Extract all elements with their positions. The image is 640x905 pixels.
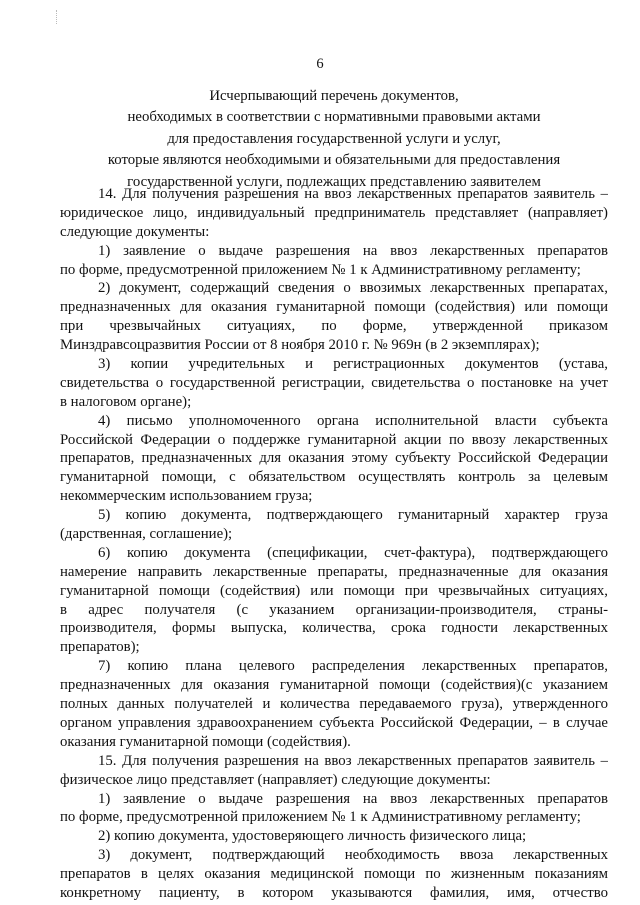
body-text-line: препаратов, предназначенных для оказания этому субъекту Российской Федерации xyxy=(60,450,608,467)
body-text-line: конкретному пациенту, в котором указываются фамилия, имя, отчество xyxy=(60,884,608,901)
body-text-line: 2) копию документа, удостоверяющего личность физического лица; xyxy=(98,828,527,845)
body-text-line: гуманитарной помощи (содействия) или помощи при чрезвычайных ситуациях, xyxy=(60,582,608,599)
body-text-line: в адрес получателя (с указанием организации-производителя, страны- xyxy=(60,601,608,618)
body-text-line: юридическое лицо, индивидуальный предприниматель представляет (направляет) xyxy=(60,204,608,221)
body-text-line: следующие документы: xyxy=(60,223,210,240)
body-text-line: 5) копию документа, подтверждающего гуманитарный характер груза xyxy=(98,507,608,524)
body-text-line: в налоговом органе); xyxy=(60,393,192,410)
body-text-line: гуманитарной помощи, с обязательством осуществлять контроль за целевым xyxy=(60,469,608,486)
body-text-line: органом управления здравоохранением субъекта Российской Федерации, – в случае xyxy=(60,714,608,731)
body-text-line: Минздравсоцразвития России от 8 ноября 2010 г. № 969н (в 2 экземплярах); xyxy=(60,337,540,354)
body-text-line: при чрезвычайных ситуациях, по форме, утвержденной приказом xyxy=(60,318,608,335)
body-text-line: по форме, предусмотренной приложением № 1 к Административному регламенту; xyxy=(60,261,581,278)
heading-line: для предоставления государственной услуги и услуг, xyxy=(167,130,501,147)
body-text-line: 14. Для получения разрешения на ввоз лекарственных препаратов заявитель – xyxy=(98,186,608,202)
body-text-line: оказания гуманитарной помощи (содействия). xyxy=(60,733,351,750)
body-text-line: предназначенных для оказания гуманитарной помощи (содействия)(с указанием xyxy=(60,677,608,694)
body-text-line: предназначенных для оказания гуманитарной помощи (содействия) или помощи xyxy=(60,299,608,316)
body-text-line: по форме, предусмотренной приложением № 1 к Административному регламенту; xyxy=(60,809,581,826)
body-text-line: свидетельства о государственной регистрации, свидетельства о постановке на учет xyxy=(60,374,608,391)
body-text-line: физическое лицо представляет (направляет) следующие документы: xyxy=(60,771,491,788)
body-text-line: 3) документ, подтверждающий необходимость ввоза лекарственных xyxy=(98,847,608,864)
scan-artifact xyxy=(56,10,59,24)
body-text-line: препаратов); xyxy=(60,639,140,656)
body-text-line: препаратов в целях оказания медицинской помощи по жизненным показаниям xyxy=(60,866,608,883)
body-text-line: 1) заявление о выдаче разрешения на ввоз лекарственных препаратов xyxy=(98,790,608,807)
body-text-line: Российской Федерации о поддержке гуманитарной акции по ввозу лекарственных xyxy=(60,431,608,448)
page-number: 6 xyxy=(316,56,324,72)
body-text-line: 4) письмо уполномоченного органа исполнительной власти субъекта xyxy=(98,412,608,429)
body-text-line: 1) заявление о выдаче разрешения на ввоз лекарственных препаратов xyxy=(98,242,608,259)
body-text-line: 2) документ, содержащий сведения о ввозимых лекарственных препаратах, xyxy=(98,280,608,297)
body-text-line: намерение направить лекарственные препараты, предназначенные для оказания xyxy=(60,563,608,580)
heading-line: государственной услуги, подлежащих представлению заявителем xyxy=(127,173,541,190)
body-text-line: 15. Для получения разрешения на ввоз лекарственных препаратов заявитель – xyxy=(98,752,608,769)
body-text-line: некоммерческим использованием груза; xyxy=(60,488,313,505)
body-text-line: (дарственная, соглашение); xyxy=(60,526,233,543)
body-text-line: полных данных получателей и количества передаваемого груза), утвержденного xyxy=(60,696,608,713)
body-text-line: 7) копию плана целевого распределения лекарственных препаратов, xyxy=(98,658,608,675)
heading-line: которые являются необходимыми и обязательными для предоставления xyxy=(107,152,561,169)
document-body xyxy=(60,185,608,903)
body-text-line: производителя, формы выпуска, количества, срока годности лекарственных xyxy=(60,620,608,637)
section-heading xyxy=(60,86,608,193)
body-text-line: 3) копии учредительных и регистрационных документов (устава, xyxy=(98,356,608,373)
heading-line: Исчерпывающий перечень документов, xyxy=(209,88,459,104)
body-text-line: 6) копию документа (спецификации, счет-фактура), подтверждающего xyxy=(98,544,608,561)
heading-line: необходимых в соответствии с нормативными правовыми актами xyxy=(127,109,541,126)
